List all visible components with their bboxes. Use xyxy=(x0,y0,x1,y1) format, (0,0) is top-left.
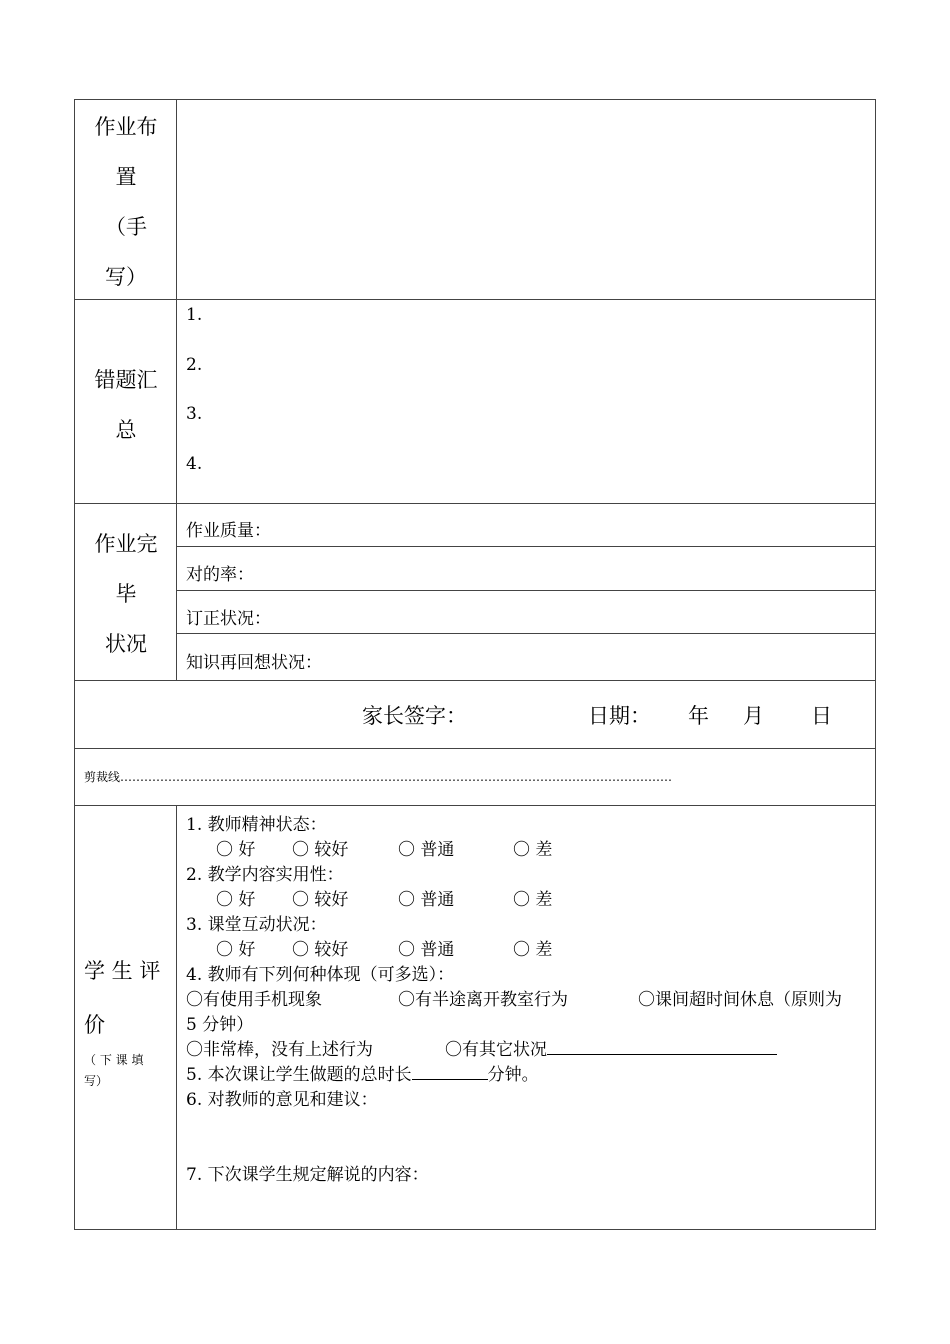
completion-label: 作业完 毕 状况 xyxy=(94,532,158,656)
q3-option-fairly-good[interactable]: 〇 较好 xyxy=(292,940,349,960)
q3-option-poor[interactable]: 〇 差 xyxy=(513,940,553,960)
q1-option-good[interactable]: 〇 好 xyxy=(216,840,256,860)
evaluation-label-sub: （ 下 课 填 xyxy=(84,1053,144,1067)
row-divider xyxy=(74,805,876,806)
column-divider-top xyxy=(176,99,177,680)
q3-option-average[interactable]: 〇 普通 xyxy=(398,940,455,960)
q4-label: 4. 教师有下列何种体现（可多选）： xyxy=(186,965,455,985)
mistake-item: 4. xyxy=(186,454,203,474)
cut-line: 剪裁线………………………………………………………………………………………………………………………… xyxy=(84,770,673,784)
row-divider xyxy=(74,748,876,749)
q4-option-overtime-break[interactable]: 〇课间超时间休息（原则为 xyxy=(638,990,842,1010)
q1-option-average[interactable]: 〇 普通 xyxy=(398,840,455,860)
q7-label: 7. 下次课学生规定解说的内容： xyxy=(186,1165,429,1185)
homework-content-area[interactable] xyxy=(178,101,874,298)
row-divider xyxy=(176,633,876,634)
correction-field[interactable]: 订正状况： xyxy=(186,609,271,629)
quality-field[interactable]: 作业质量： xyxy=(186,521,271,541)
row-divider xyxy=(176,546,876,547)
row-divider xyxy=(176,590,876,591)
mistake-item: 2. xyxy=(186,355,203,375)
q4-option-left-class[interactable]: 〇有半途离开教室行为 xyxy=(398,990,568,1010)
evaluation-label-main: 学 生 评 xyxy=(84,959,161,983)
evaluation-label-main: 价 xyxy=(84,1013,105,1037)
month-label: 月 xyxy=(743,704,764,728)
q4-option-other[interactable]: 〇有其它状况 xyxy=(445,1035,777,1060)
q4-option-excellent[interactable]: 〇非常棒，没有上述行为 xyxy=(186,1040,373,1060)
date-label: 日期： xyxy=(588,704,651,728)
q2-option-good[interactable]: 〇 好 xyxy=(216,890,256,910)
mistakes-label: 错题汇 总 xyxy=(94,368,158,442)
column-divider-bottom xyxy=(176,805,177,1230)
q1-option-poor[interactable]: 〇 差 xyxy=(513,840,553,860)
q5-line: 5. 本次课让学生做题的总时长 分钟。 xyxy=(186,1065,539,1085)
row-divider xyxy=(74,680,876,681)
q6-label: 6. 对教师的意见和建议： xyxy=(186,1090,378,1110)
q2-option-poor[interactable]: 〇 差 xyxy=(513,890,553,910)
recall-field[interactable]: 知识再回想状况： xyxy=(186,653,322,673)
q2-option-fairly-good[interactable]: 〇 较好 xyxy=(292,890,349,910)
q1-option-fairly-good[interactable]: 〇 较好 xyxy=(292,840,349,860)
q2-label: 2. 教学内容实用性： xyxy=(186,865,344,885)
q4-option-phone[interactable]: 〇有使用手机现象 xyxy=(186,990,322,1010)
q3-option-good[interactable]: 〇 好 xyxy=(216,940,256,960)
evaluation-label xyxy=(84,955,170,1089)
q2-option-average[interactable]: 〇 普通 xyxy=(398,890,455,910)
homework-label: 作业布 置 （手 写） xyxy=(94,115,158,289)
year-label: 年 xyxy=(688,704,709,728)
row-divider xyxy=(74,299,876,300)
duration-blank[interactable] xyxy=(412,1063,488,1080)
other-blank[interactable] xyxy=(547,1038,777,1055)
day-label: 日 xyxy=(811,704,832,728)
mistake-item: 1. xyxy=(186,305,203,325)
q6-answer-area[interactable] xyxy=(186,1110,866,1155)
parent-signature-label: 家长签字： xyxy=(362,704,467,728)
q4-option-overtime-break-cont: 5 分钟） xyxy=(186,1015,254,1035)
q1-label: 1. 教师精神状态： xyxy=(186,815,327,835)
accuracy-field[interactable]: 对的率： xyxy=(186,565,254,585)
q3-label: 3. 课堂互动状况： xyxy=(186,915,327,935)
mistake-item: 3. xyxy=(186,404,203,424)
evaluation-label-sub: 写） xyxy=(84,1074,109,1088)
q7-answer-area[interactable] xyxy=(186,1185,866,1225)
row-divider xyxy=(74,503,876,504)
